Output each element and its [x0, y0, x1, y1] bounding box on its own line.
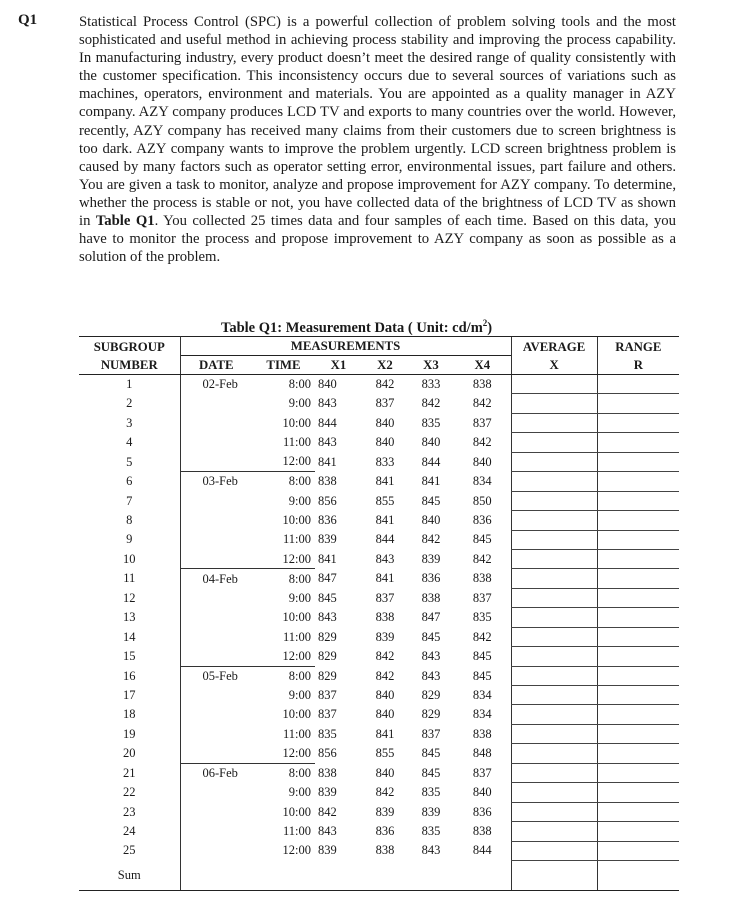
cell-range-blank[interactable]: [597, 686, 679, 705]
cell-x4: 837: [472, 415, 492, 430]
cell-x4: 836: [472, 513, 492, 528]
header-range: RANGE: [597, 337, 679, 357]
cell-time: 10:00: [282, 610, 311, 625]
cell-x2: 842: [375, 649, 395, 664]
cell-average-blank[interactable]: [511, 413, 597, 432]
cell-range-blank[interactable]: [597, 608, 679, 627]
cell-date: [180, 724, 252, 743]
cell-x3: 847: [421, 610, 441, 625]
cell-range-blank[interactable]: [597, 841, 679, 860]
table-caption: [221, 318, 492, 337]
header-time: TIME: [252, 356, 315, 375]
question-label: Q1: [18, 12, 38, 28]
cell-date: 03-Feb: [180, 472, 252, 491]
cell-x2: 844: [375, 532, 395, 547]
cell-average-blank[interactable]: [511, 530, 597, 549]
cell-x1: 843: [318, 435, 337, 450]
cell-subgroup-number: 7: [79, 491, 180, 510]
cell-subgroup-number: 16: [79, 666, 180, 685]
cell-x2: 840: [375, 415, 395, 430]
table-row: [79, 375, 679, 394]
cell-date: [180, 744, 252, 763]
cell-x4: 834: [472, 474, 492, 489]
cell-time: 8:00: [252, 763, 315, 782]
table-row: [79, 802, 679, 821]
cell-time: 10:00: [282, 707, 311, 722]
cell-average-blank[interactable]: [511, 744, 597, 763]
cell-x3: 843: [421, 668, 441, 683]
cell-x1: 829: [318, 668, 337, 683]
table-row: [79, 783, 679, 802]
cell-date: [180, 549, 252, 568]
cell-subgroup-number: 12: [79, 588, 180, 607]
cell-subgroup-number: 8: [79, 511, 180, 530]
sum-measurements-cell: [180, 860, 511, 891]
table-row: [79, 588, 679, 607]
measurement-table: [79, 336, 679, 891]
cell-subgroup-number: 17: [79, 686, 180, 705]
cell-date: 04-Feb: [180, 569, 252, 588]
table-row: [79, 608, 679, 627]
cell-x4: 840: [472, 785, 492, 800]
header-measurements-label: MEASUREMENTS: [181, 337, 511, 356]
cell-range-blank[interactable]: [597, 452, 679, 471]
cell-average-blank[interactable]: [511, 666, 597, 685]
cell-average-blank[interactable]: [511, 647, 597, 666]
cell-x4: 838: [472, 377, 492, 392]
cell-x3: 842: [421, 396, 441, 411]
cell-x2: 842: [375, 668, 395, 683]
cell-x4: 838: [472, 824, 492, 839]
cell-subgroup-number: 6: [79, 472, 180, 491]
cell-x4: 845: [472, 532, 492, 547]
cell-x3: 844: [421, 454, 441, 469]
cell-x1: 845: [318, 590, 337, 605]
cell-x2: 833: [375, 454, 395, 469]
cell-x4: 842: [472, 396, 492, 411]
cell-time: 11:00: [282, 435, 311, 450]
cell-x3: 841: [421, 474, 441, 489]
header-subgroup: SUBGROUP: [79, 337, 180, 357]
cell-x2: 841: [375, 571, 395, 586]
cell-time: 12:00: [282, 746, 311, 761]
cell-average-blank[interactable]: [511, 569, 597, 588]
cell-x3: 833: [421, 377, 441, 392]
paragraph-text-before: Statistical Process Control (SPC) is a powerful collection of problem solving tools and the most sophisticated and useful method in achieving process stability and improving the process capability. In manufacturing industry, every product doesn’t meet the desired range of quality consistently with the customer specification. This inconsistency occurs due to several sources of variations such as machines, operators, environment and materials. You are appointed as a quality manager in AZY company. AZY company produces LCD TV and exports to many countries over the world. However, recently, AZY company has received many claims from their customers due to screen brightness is too dark. AZY company wants to improve the problem urgently. LCD screen brightness problem is caused by many factors such as operator setting error, environmental issues, part failure and others. You are given a task to monitor, analyze and propose improvement for AZY company. To determine, whether the process is stable or not, you have collected data of the brightness of LCD TV as shown in: [79, 14, 676, 230]
table-row: [79, 705, 679, 724]
cell-average-blank[interactable]: [511, 511, 597, 530]
cell-x3: 839: [421, 804, 441, 819]
cell-range-blank[interactable]: [597, 627, 679, 646]
cell-date: [180, 491, 252, 510]
cell-subgroup-number: 21: [79, 763, 180, 782]
cell-subgroup-number: 1: [79, 375, 180, 394]
cell-date: [180, 530, 252, 549]
sum-label: Sum: [79, 860, 180, 891]
cell-average-blank[interactable]: [511, 763, 597, 782]
cell-x3: 845: [421, 765, 441, 780]
cell-time: 11:00: [282, 629, 311, 644]
cell-range-blank[interactable]: [597, 822, 679, 841]
cell-x2: 842: [375, 785, 395, 800]
cell-time: 10:00: [282, 415, 311, 430]
cell-x4: 842: [472, 435, 492, 450]
table-row: [79, 569, 679, 588]
cell-subgroup-number: 13: [79, 608, 180, 627]
table-row: [79, 647, 679, 666]
cell-date: [180, 822, 252, 841]
cell-x2: 840: [375, 765, 395, 780]
cell-date: [180, 511, 252, 530]
table-row: [79, 530, 679, 549]
cell-date: [180, 705, 252, 724]
cell-x2: 838: [375, 610, 395, 625]
cell-x1: 838: [318, 474, 337, 489]
cell-range-blank[interactable]: [597, 569, 679, 588]
cell-time: 12:00: [282, 843, 311, 858]
table-row: [79, 549, 679, 568]
cell-subgroup-number: 25: [79, 841, 180, 860]
paragraph-text-after: . You collected 25 times data and four samples of each time. Based on this data, you have to monitor the process and propose improvement to AZY company as soon as possible as a solution of the problem.: [79, 213, 676, 266]
cell-x4: 837: [472, 590, 492, 605]
cell-average-blank[interactable]: [511, 705, 597, 724]
cell-x4: 837: [472, 765, 492, 780]
cell-average-blank[interactable]: [511, 686, 597, 705]
cell-x4: 835: [472, 610, 492, 625]
cell-x2: 855: [375, 493, 395, 508]
table-row: [79, 472, 679, 491]
cell-x2: 837: [375, 396, 395, 411]
cell-time: 12:00: [282, 648, 311, 663]
cell-range-blank[interactable]: [597, 511, 679, 530]
sum-average-cell: [511, 860, 597, 891]
header-average: AVERAGE: [511, 337, 597, 357]
cell-range-blank[interactable]: [597, 530, 679, 549]
table-row: [79, 491, 679, 510]
cell-x1: 842: [318, 804, 337, 819]
cell-time: 12:00: [282, 551, 311, 566]
cell-average-blank[interactable]: [511, 802, 597, 821]
header-date: DATE: [180, 356, 252, 375]
cell-x1: 843: [318, 396, 337, 411]
table-caption-superscript: 2: [482, 318, 488, 328]
cell-date: [180, 394, 252, 413]
cell-x3: 836: [421, 571, 441, 586]
cell-average-blank[interactable]: [511, 841, 597, 860]
header-range-symbol: R: [597, 356, 679, 375]
cell-date: [180, 647, 252, 666]
cell-x2: 843: [375, 551, 395, 566]
table-row: [79, 686, 679, 705]
cell-subgroup-number: 23: [79, 802, 180, 821]
cell-date: [180, 413, 252, 432]
cell-x1: 835: [318, 726, 337, 741]
cell-subgroup-number: 24: [79, 822, 180, 841]
cell-x3: 842: [421, 532, 441, 547]
cell-time: 10:00: [282, 513, 311, 528]
cell-time: 8:00: [288, 377, 311, 392]
table-row: [79, 841, 679, 860]
cell-date: 02-Feb: [202, 377, 238, 392]
cell-x1: 829: [318, 629, 337, 644]
cell-x4: 844: [472, 843, 492, 858]
cell-range-blank[interactable]: [597, 705, 679, 724]
cell-subgroup-number: 10: [79, 549, 180, 568]
cell-subgroup-number: 22: [79, 783, 180, 802]
cell-average-blank[interactable]: [511, 549, 597, 568]
table-row: [79, 744, 679, 763]
cell-x1: 843: [318, 824, 337, 839]
cell-range-blank[interactable]: [597, 549, 679, 568]
cell-x3: 837: [421, 726, 441, 741]
table-row: [79, 433, 679, 452]
table-row: [79, 511, 679, 530]
cell-x1: 856: [318, 746, 337, 761]
cell-x1: 841: [318, 454, 337, 469]
cell-x4: 836: [472, 804, 492, 819]
table-body: [79, 375, 679, 861]
cell-x2: 840: [375, 435, 395, 450]
cell-x4: 842: [472, 551, 492, 566]
cell-time: 9:00: [288, 493, 311, 508]
cell-average-blank[interactable]: [511, 433, 597, 452]
cell-x4: 845: [472, 649, 492, 664]
table-row: [79, 763, 679, 782]
cell-x3: 840: [421, 435, 441, 450]
cell-time: 11:00: [282, 726, 311, 741]
table-row: [79, 822, 679, 841]
cell-range-blank[interactable]: [597, 783, 679, 802]
table-row: [79, 724, 679, 743]
cell-x2: 855: [375, 746, 395, 761]
paragraph-table-ref: Table Q1: [95, 213, 155, 230]
cell-time: 11:00: [282, 824, 311, 839]
cell-time: 11:00: [282, 532, 311, 547]
table-row: [79, 666, 679, 685]
cell-range-blank[interactable]: [597, 413, 679, 432]
cell-x3: 829: [421, 707, 441, 722]
cell-date: [180, 433, 252, 452]
cell-subgroup-number: 4: [79, 433, 180, 452]
cell-x3: 843: [421, 843, 441, 858]
cell-x1: 844: [318, 415, 337, 430]
cell-x4: 845: [472, 668, 492, 683]
cell-average-blank[interactable]: [511, 608, 597, 627]
cell-x4: 834: [472, 707, 492, 722]
cell-x4: 834: [472, 687, 492, 702]
cell-date: [180, 588, 252, 607]
cell-x2: 842: [375, 377, 395, 392]
cell-x1: 836: [318, 513, 337, 528]
cell-average-blank[interactable]: [511, 452, 597, 471]
cell-date: [180, 452, 252, 471]
cell-subgroup-number: 11: [79, 569, 180, 588]
cell-x2: 837: [375, 590, 395, 605]
cell-average-blank[interactable]: [511, 375, 597, 394]
cell-x3: 838: [421, 590, 441, 605]
cell-x4: 840: [472, 454, 492, 469]
header-average-symbol: X: [511, 356, 597, 375]
table-row: [79, 452, 679, 471]
cell-x3: 835: [421, 415, 441, 430]
cell-x1: 841: [318, 551, 337, 566]
cell-x4: 850: [472, 493, 492, 508]
cell-date: [180, 608, 252, 627]
cell-x1: 829: [318, 649, 337, 664]
cell-time: 9:00: [288, 590, 311, 605]
cell-subgroup-number: 5: [79, 452, 180, 471]
cell-average-blank[interactable]: [511, 627, 597, 646]
cell-time: 9:00: [288, 396, 311, 411]
cell-range-blank[interactable]: [597, 588, 679, 607]
cell-range-blank[interactable]: [597, 744, 679, 763]
cell-x2: 839: [375, 629, 395, 644]
cell-subgroup-number: 19: [79, 724, 180, 743]
cell-subgroup-number: 18: [79, 705, 180, 724]
cell-x3: 845: [421, 493, 441, 508]
table-row: [79, 627, 679, 646]
cell-range-blank[interactable]: [597, 394, 679, 413]
header-x3: X3: [408, 356, 454, 375]
cell-subgroup-number: 3: [79, 413, 180, 432]
cell-x3: 835: [421, 824, 441, 839]
cell-x1: 837: [318, 707, 337, 722]
header-x1: X1: [315, 356, 362, 375]
cell-x4: 842: [472, 629, 492, 644]
cell-subgroup-number: 2: [79, 394, 180, 413]
table-caption-end: ): [487, 319, 493, 336]
cell-subgroup-number: 15: [79, 647, 180, 666]
cell-subgroup-number: 20: [79, 744, 180, 763]
cell-average-blank[interactable]: [511, 472, 597, 491]
cell-x1: 840: [318, 377, 337, 392]
question-paragraph: [79, 13, 676, 266]
cell-time: 9:00: [288, 687, 311, 702]
cell-x1: 839: [318, 532, 337, 547]
cell-x2: 836: [375, 824, 395, 839]
cell-range-blank[interactable]: [597, 647, 679, 666]
cell-date: [180, 802, 252, 821]
cell-time: 8:00: [252, 472, 315, 491]
cell-range-blank[interactable]: [597, 472, 679, 491]
table-caption-text: Table Q1: Measurement Data ( Unit: cd/m: [221, 319, 483, 336]
cell-x2: 841: [375, 513, 395, 528]
cell-range-blank[interactable]: [597, 802, 679, 821]
header-measurements: [180, 337, 511, 357]
cell-time: 8:00: [252, 569, 315, 588]
cell-x3: 845: [421, 746, 441, 761]
cell-x1: 843: [318, 610, 337, 625]
cell-average-blank[interactable]: [511, 822, 597, 841]
header-x2: X2: [362, 356, 408, 375]
cell-x2: 840: [375, 707, 395, 722]
cell-range-blank[interactable]: [597, 666, 679, 685]
cell-date: [180, 686, 252, 705]
header-x4: X4: [454, 356, 511, 375]
table-row: [79, 394, 679, 413]
cell-date: 05-Feb: [180, 666, 252, 685]
cell-average-blank[interactable]: [511, 724, 597, 743]
cell-range-blank[interactable]: [597, 763, 679, 782]
cell-x1: 856: [318, 493, 337, 508]
cell-time: 10:00: [282, 804, 311, 819]
cell-date: [180, 627, 252, 646]
cell-range-blank[interactable]: [597, 724, 679, 743]
cell-date: [180, 783, 252, 802]
cell-x4: 838: [472, 571, 492, 586]
cell-x1: 839: [318, 843, 337, 858]
cell-x2: 841: [375, 726, 395, 741]
cell-date: 06-Feb: [180, 763, 252, 782]
sum-range-cell: [597, 860, 679, 891]
cell-x3: 839: [421, 551, 441, 566]
cell-range-blank[interactable]: [597, 433, 679, 452]
cell-x2: 838: [375, 843, 395, 858]
cell-x1: 838: [318, 765, 337, 780]
cell-subgroup-number: 9: [79, 530, 180, 549]
cell-date: [180, 841, 252, 860]
cell-average-blank[interactable]: [511, 394, 597, 413]
cell-x1: 837: [318, 687, 337, 702]
cell-range-blank[interactable]: [597, 491, 679, 510]
cell-average-blank[interactable]: [511, 588, 597, 607]
cell-time: 8:00: [252, 666, 315, 685]
cell-range-blank[interactable]: [597, 375, 679, 394]
header-number: NUMBER: [79, 356, 180, 375]
cell-average-blank[interactable]: [511, 491, 597, 510]
cell-x3: 829: [421, 687, 441, 702]
cell-x3: 835: [421, 785, 441, 800]
cell-x3: 840: [421, 513, 441, 528]
cell-x2: 841: [375, 474, 395, 489]
cell-time: 12:00: [282, 454, 311, 469]
cell-time: 9:00: [288, 785, 311, 800]
cell-x4: 838: [472, 726, 492, 741]
cell-average-blank[interactable]: [511, 783, 597, 802]
cell-x2: 840: [375, 687, 395, 702]
cell-x3: 845: [421, 629, 441, 644]
table-row: [79, 413, 679, 432]
cell-x2: 839: [375, 804, 395, 819]
cell-x1: 839: [318, 785, 337, 800]
cell-x4: 848: [472, 746, 492, 761]
cell-x1: 847: [318, 571, 337, 586]
cell-x3: 843: [421, 649, 441, 664]
cell-subgroup-number: 14: [79, 627, 180, 646]
